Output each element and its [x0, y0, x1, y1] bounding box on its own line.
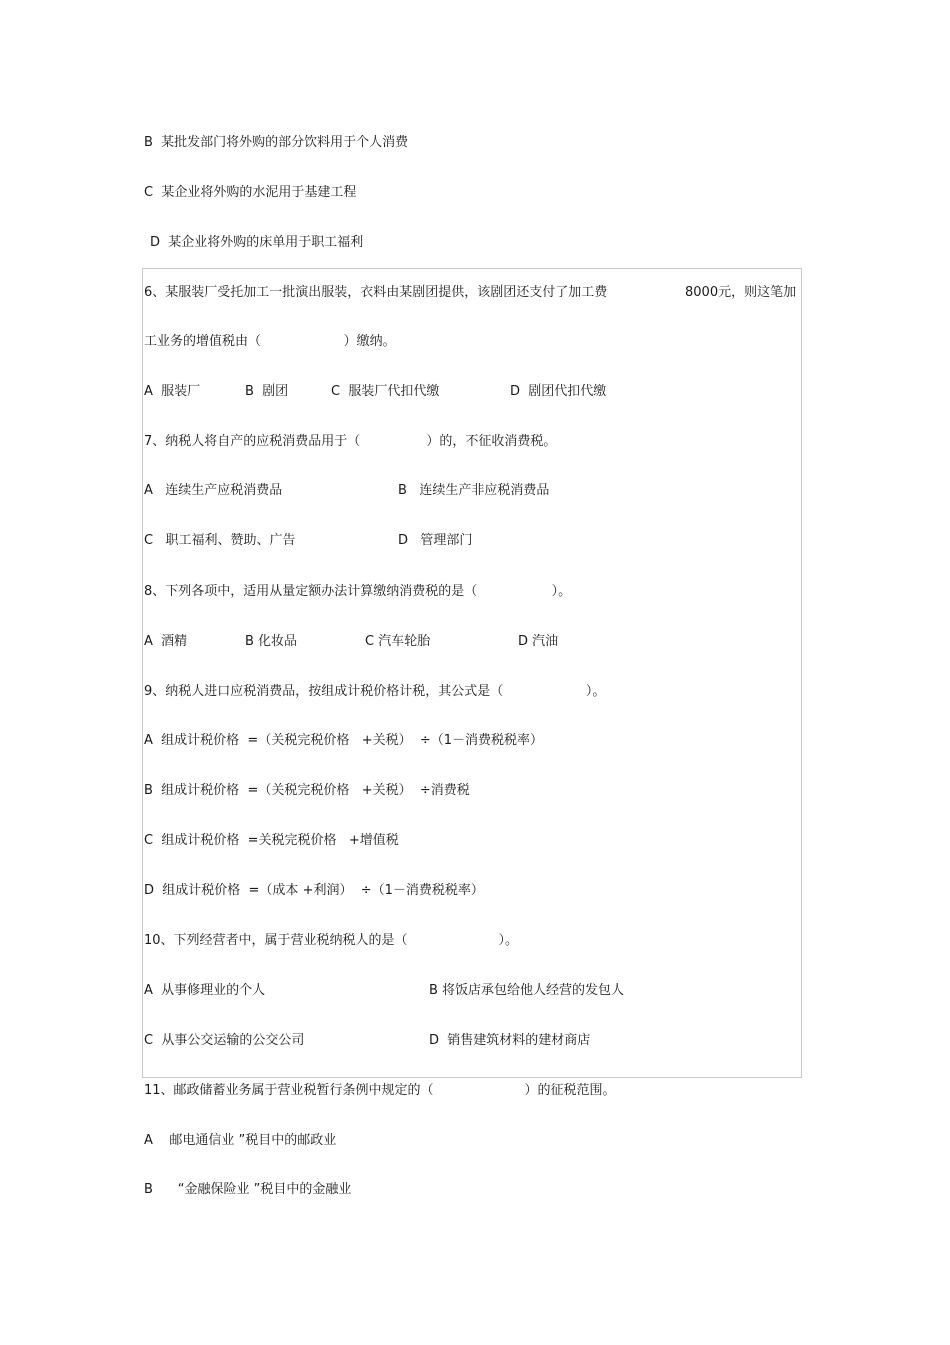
q9-option-a: A 组成计税价格 =（关税完税价格 +关税） ÷（1－消费税税率）: [144, 733, 544, 748]
q5-option-d: D 某企业将外购的床单用于职工福利: [150, 235, 364, 250]
q7-option-b: B 连续生产非应税消费品: [398, 483, 550, 498]
q5-option-b: B 某批发部门将外购的部分饮料用于个人消费: [144, 135, 409, 150]
q10-option-c: C 从事公交运输的公交公司: [144, 1033, 305, 1048]
q6-stem-amount: 8000元，则这笔加: [685, 285, 797, 300]
q10-option-a: A 从事修理业的个人: [144, 983, 266, 998]
q6-option-b: B 剧团: [245, 384, 289, 399]
q5-option-c: C 某企业将外购的水泥用于基建工程: [144, 185, 357, 200]
q8-option-d: D 汽油: [518, 634, 559, 649]
q11-option-a: A 邮电通信业 ”税目中的邮政业: [144, 1133, 337, 1148]
q6-option-c: C 服装厂代扣代缴: [331, 384, 440, 399]
q9-option-b: B 组成计税价格 =（关税完税价格 +关税） ÷消费税: [144, 783, 470, 798]
q6-option-a: A 服装厂: [144, 384, 201, 399]
q8-option-b: B 化妆品: [245, 634, 298, 649]
q7-stem: 7、纳税人将自产的应税消费品用于（ ）的，不征收消费税。: [144, 434, 557, 449]
q6-stem-line1: 6、某服装厂受托加工一批演出服装，衣料由某剧团提供，该剧团还支付了加工费: [144, 285, 608, 300]
q6-option-d: D 剧团代扣代缴: [510, 384, 607, 399]
q9-option-c: C 组成计税价格 =关税完税价格 +增值税: [144, 833, 399, 848]
q9-stem: 9、纳税人进口应税消费品，按组成计税价格计税，其公式是（ ）。: [144, 684, 606, 699]
q8-option-c: C 汽车轮胎: [365, 634, 431, 649]
question-block-frame: [142, 268, 802, 1078]
q8-stem: 8、下列各项中，适用从量定额办法计算缴纳消费税的是（ ）。: [144, 584, 572, 599]
q11-stem: 11、邮政储蓄业务属于营业税暂行条例中规定的（ ）的征税范围。: [144, 1083, 616, 1098]
q10-option-b: B 将饭店承包给他人经营的发包人: [429, 983, 625, 998]
q8-option-a: A 酒精: [144, 634, 188, 649]
q11-option-b: B “金融保险业 ”税目中的金融业: [144, 1182, 352, 1197]
q10-stem: 10、下列经营者中，属于营业税纳税人的是（ ）。: [144, 933, 518, 948]
q6-stem-line2: 工业务的增值税由（ ）缴纳。: [144, 334, 396, 349]
q9-option-d: D 组成计税价格 =（成本 +利润） ÷（1－消费税税率）: [144, 883, 484, 898]
q7-option-a: A 连续生产应税消费品: [144, 483, 283, 498]
q7-option-d: D 管理部门: [398, 533, 473, 548]
q7-option-c: C 职工福利、赞助、广告: [144, 533, 296, 548]
q10-option-d: D 销售建筑材料的建材商店: [429, 1033, 591, 1048]
